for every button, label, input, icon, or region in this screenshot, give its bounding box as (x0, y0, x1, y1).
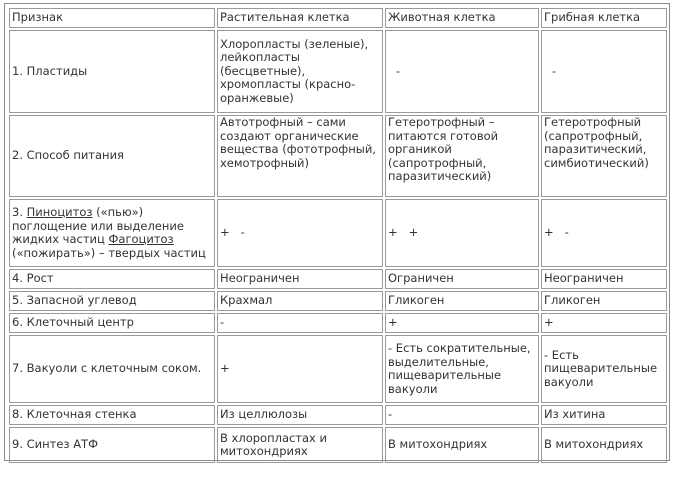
cell-fungus: Из хитина (541, 405, 667, 425)
cell-animal: + (385, 313, 539, 333)
row-feature-vacuoles: 7. Вакуоли с клеточным соком. (9, 335, 215, 403)
cell-fungus: + (541, 313, 667, 333)
cell-animal: - Есть сократительные, выделительные, пищеварительные вакуоли (385, 335, 539, 403)
cell-animal: Гликоген (385, 291, 539, 311)
header-fungal-cell: Грибная клетка (541, 8, 667, 28)
cell-plant: Хлоропласты (зеленые), лейкопласты (бесцветные), хромопласты (красно-оранжевые) (217, 30, 383, 113)
table-row (9, 427, 667, 463)
cell-animal: - (385, 405, 539, 425)
table-row (9, 30, 667, 113)
pinocytosis-text: («пью») поглощение или выделение жидких частиц (12, 205, 184, 246)
header-animal-cell: Животная клетка (385, 8, 539, 28)
row-feature-nutrition: 2. Способ питания (9, 115, 215, 197)
cell-plant: Неограничен (217, 269, 383, 289)
cell-fungus: Гликоген (541, 291, 667, 311)
cell-plant: - (217, 313, 383, 333)
cell-fungus: В митохондриях (541, 427, 667, 463)
table-header-row (9, 8, 667, 28)
table-row (9, 405, 667, 425)
cell-fungus: - (541, 30, 667, 113)
cell-plant: + (217, 335, 383, 403)
table-row (9, 269, 667, 289)
table-row (9, 199, 667, 267)
header-feature: Признак (9, 8, 215, 28)
cell-animal: В митохондриях (385, 427, 539, 463)
phagocytosis-text: («пожирать») – твердых частиц (12, 245, 206, 260)
cell-fungus: + - (541, 199, 667, 267)
cell-plant: Автотрофный – сами создают органические вещества (фототрофный, хемотрофный) (217, 115, 383, 197)
pinocytosis-link[interactable]: Пиноцитоз (26, 205, 93, 219)
row-feature-cell-wall: 8. Клеточная стенка (9, 405, 215, 425)
table-row (9, 115, 667, 197)
row-feature-carbohydrate: 5. Запасной углевод (9, 291, 215, 311)
row-feature-plastids: 1. Пластиды (9, 30, 215, 113)
cell-animal: - (385, 30, 539, 113)
table-frame (4, 3, 670, 461)
phagocytosis-link[interactable]: Фагоцитоз (108, 232, 174, 246)
cell-plant: Из целлюлозы (217, 405, 383, 425)
cell-fungus: - Есть пищеварительные вакуоли (541, 335, 667, 403)
row-feature-growth: 4. Рост (9, 269, 215, 289)
cell-comparison-table (7, 6, 669, 465)
table-row (9, 291, 667, 311)
table-row (9, 313, 667, 333)
row-feature-atp-synthesis: 9. Синтез АТФ (9, 427, 215, 463)
cell-animal: Ограничен (385, 269, 539, 289)
table-row (9, 335, 667, 403)
cell-animal: + + (385, 199, 539, 267)
row-feature-cell-center: 6. Клеточный центр (9, 313, 215, 333)
cell-fungus: Неограничен (541, 269, 667, 289)
cell-plant: Крахмал (217, 291, 383, 311)
cell-plant: В хлоропластах и митохондриях (217, 427, 383, 463)
header-plant-cell: Растительная клетка (217, 8, 383, 28)
cell-animal: Гетеротрофный – питаются готовой органикой (сапротрофный, паразитический) (385, 115, 539, 197)
cell-plant: + - (217, 199, 383, 267)
cell-fungus: Гетеротрофный (сапротрофный, паразитический, симбиотический) (541, 115, 667, 197)
row-feature-cytosis (9, 199, 215, 267)
row-number: 3. (12, 205, 27, 219)
